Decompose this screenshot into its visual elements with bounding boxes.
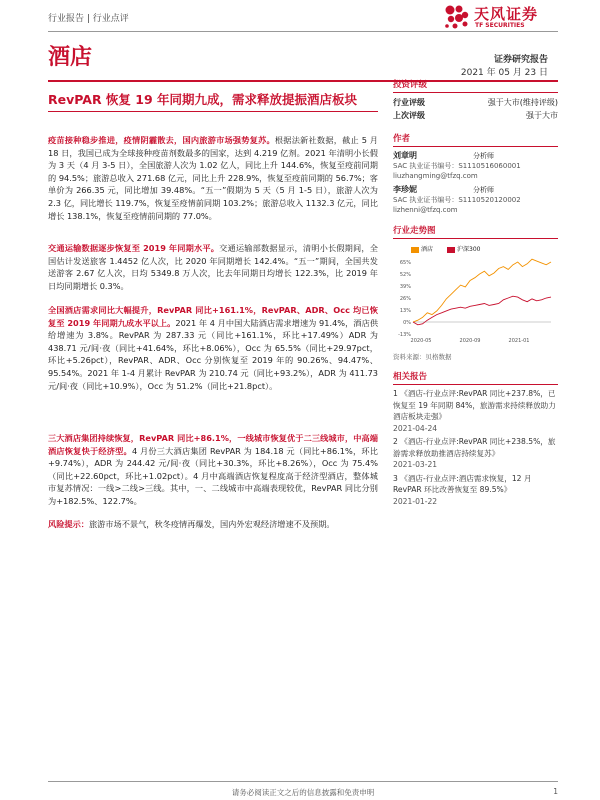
x-tick-label: 2021-01 bbox=[508, 338, 530, 344]
paragraph-hotel-demand: 全国酒店需求同比大幅提升，RevPAR 同比+161.1%，RevPAR、ADR、Occ 均已恢复至 2019 年同期九成水平以上。2021 年 4 月中国大陆酒店需求增速为 91.4%，酒店供给增速为 3.8%。RevPAR 为 287.33 元（同比+161.1%，环比+17.49%）ADR 为 438.71 元/间·夜（同比+41.64%，环比+8.06%），Occ 为 65.5%（同比+29.97pct，环比+5.26pct），RevPAR、ADR、Occ 分别恢复至 2019 年的 90.26%、94.47%、95.54%。2021 年 1-4 月累计 RevPAR 为 210.74 元（同比+93.2%），ADR 为 411.73 元/间·夜（同比+10.9%），Occ 为 51.2%（同比+21.8pct）。 bbox=[48, 305, 379, 391]
rating-title: 投资评级 bbox=[393, 80, 428, 90]
paragraph-transport: 交通运输数据逐步恢复至 2019 年同期水平。交通运输部数据显示，清明小长假期间，全国估计发送旅客 1.4452 亿人次，比 2020 年同期增长 142.4%。“五一”期间，全国共发送游客 2.67 亿人次，日均 5349.8 万人次，比去年同期日均增长 122.3%，比 2019 年日均同期增长 0.3%。 bbox=[48, 243, 378, 291]
trend-title: 行业走势图 bbox=[393, 226, 436, 236]
subtitle-divider bbox=[48, 111, 378, 112]
related-item: 1 《酒店-行业点评:RevPAR 同比+237.8%，已恢复至 19 年同期 84%，旅游需求持续释放助力酒店板块走强》 2021-04-24 bbox=[393, 389, 556, 433]
report-date: 2021 年 05 月 23 日 bbox=[460, 68, 548, 78]
series-line-1 bbox=[413, 296, 551, 325]
footer-disclaimer: 请务必阅读正文之后的信息披露和免责申明 bbox=[231, 788, 375, 797]
page-title: 酒店 bbox=[48, 45, 93, 70]
x-tick-label: 2020-09 bbox=[459, 338, 481, 344]
y-tick-label: 52% bbox=[399, 272, 411, 278]
trend-chart-svg bbox=[393, 238, 558, 350]
report-subtitle: RevPAR 恢复 19 年同期九成，需求释放提振酒店板块 bbox=[48, 92, 358, 107]
rating-row: 上次评级 强于大市 bbox=[393, 111, 558, 120]
rating-row: 行业评级 强于大市(维持评级) bbox=[393, 98, 558, 107]
chart-source: 资料来源：贝格数据 bbox=[393, 353, 452, 361]
trend-section bbox=[393, 224, 558, 239]
chart-legend bbox=[411, 244, 480, 253]
related-item: 2 《酒店-行业点评:RevPAR 同比+238.5%，旅游需求释放助推酒店持续复苏》 2021-03-21 bbox=[393, 437, 556, 469]
y-tick-label: 65% bbox=[399, 260, 411, 266]
series-line-0 bbox=[413, 259, 551, 322]
related-item: 3 《酒店-行业点评:酒店需求恢复，12 月 RevPAR 环比改善恢复至 89.5%》 2021-01-22 bbox=[393, 473, 532, 506]
author-title: 作者 bbox=[393, 134, 411, 144]
paragraph-risk: 风险提示：旅游市场不景气，秋冬疫情再爆发，国内外宏观经济增速不及预期。 bbox=[48, 519, 335, 529]
paragraph-vaccine: 疫苗接种稳步推进，疫情阴霾散去，国内旅游市场强势复苏。根据法新社数据，截止 5 月 18 日，我国已成为全球接种疫苗剂数最多的国家，达到 4.219 亿剂。2021 年清明小长假为 3 天（4 月 3-5 日），全国旅游人次为 1.02 亿人，同比上升 144.6%，恢复至疫前同期的 94.5%；旅游总收入 271.68 亿元，同比上升 228.9%，恢复至疫前同期的 56.7%；客单价为 266.35 元，同比增加 39.48%。“五一”假期为 5 天（5 月 1-5 日），旅游人次为 2.3 亿，同比增长 119.7%，恢复至疫情前同期 103.2%；旅游总收入 1132.3 亿元，同比增长 138.1%，恢复至疫情前同期的 77.0%。 bbox=[48, 135, 378, 221]
y-tick-label: 39% bbox=[399, 284, 411, 290]
author-section bbox=[393, 132, 558, 215]
legend-item-1: 沪深300 bbox=[447, 244, 480, 253]
page-number: 1 bbox=[553, 787, 558, 796]
y-tick-label: 0% bbox=[403, 320, 411, 326]
author-entry: 刘章明 分析师 SAC 执业证书编号：S1110516060001 liuzhangming@tfzq.com bbox=[393, 151, 521, 180]
y-tick-label: -13% bbox=[398, 332, 411, 338]
rating-section bbox=[393, 78, 558, 122]
report-category: 行业报告 | 行业点评 bbox=[48, 14, 129, 24]
footer-divider bbox=[48, 781, 558, 782]
related-section bbox=[393, 370, 558, 507]
related-title: 相关报告 bbox=[393, 372, 428, 382]
x-tick-label: 2020-05 bbox=[410, 338, 432, 344]
paragraph-hotel-groups: 三大酒店集团持续恢复，RevPAR 同比+86.1%，一线城市恢复优于二三线城市，中高端酒店恢复快于经济型。4 月份三大酒店集团 RevPAR 为 184.18 元（同比+86.1%，环比+9.74%），ADR 为 244.42 元/间·夜（同比+30.3%，环比+8.26%），Occ 为 75.4%（同比+22.60pct，环比+1.02pct）。4 月中高端酒店恢复程度高于经济型酒店，整体城市复苏情况：一线>二线>三线。其中，一、二线城市中高端表现较优，RevPAR 同比分别为+182.5%、122.7%。 bbox=[48, 433, 378, 506]
y-tick-label: 13% bbox=[399, 308, 411, 314]
header-divider bbox=[48, 31, 558, 32]
trend-chart bbox=[393, 238, 558, 350]
brand-logo: 天风证券 TF SECURITIES bbox=[444, 3, 556, 31]
report-type: 证券研究报告 bbox=[493, 55, 548, 65]
y-tick-label: 26% bbox=[399, 296, 411, 302]
legend-item-0: 酒店 bbox=[411, 244, 433, 253]
author-entry: 李珍妮 分析师 SAC 执业证书编号：S1110520120002 lizhenni@tfzq.com bbox=[393, 185, 521, 214]
logo-mark-icon bbox=[444, 4, 470, 30]
